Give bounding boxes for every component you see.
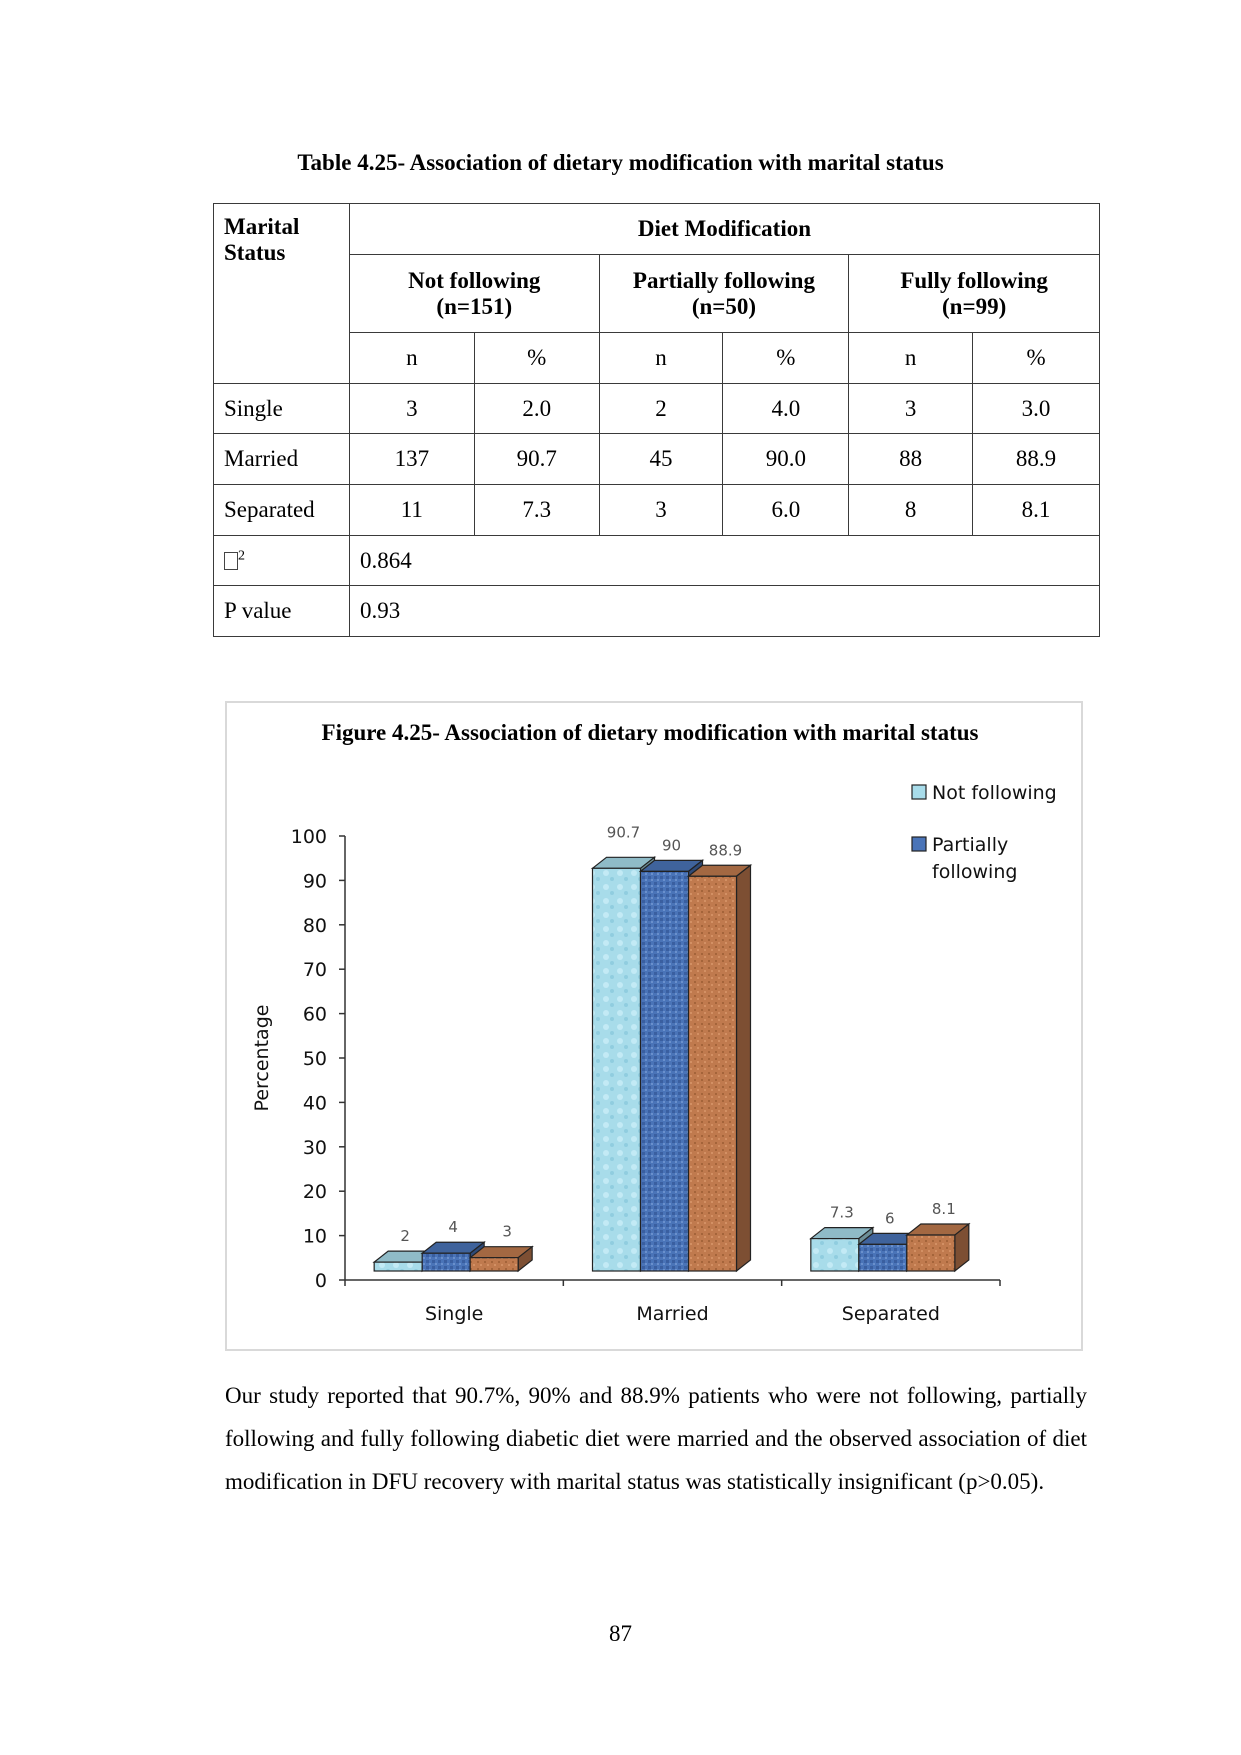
data-label: 8.1 xyxy=(931,1200,956,1219)
bar-side-face xyxy=(737,865,751,1271)
bar-front-face xyxy=(907,1235,955,1271)
legend-label: Partially following xyxy=(932,834,1018,883)
sub-header: % xyxy=(723,333,849,384)
sub-header: % xyxy=(474,333,599,384)
table-cell: 3 xyxy=(849,384,973,434)
data-label: 4 xyxy=(448,1218,458,1237)
body-paragraph: Our study reported that 90.7%, 90% and 88.9% patients who were not following, partially following and fully following diabetic diet were married and the observed association of diet modification in DFU recovery with marital status was statistically insignificant (p>0.05). xyxy=(225,1383,1087,1494)
y-tick-label: 10 xyxy=(302,1225,327,1248)
table-cell: 88 xyxy=(849,434,973,485)
y-tick-label: 90 xyxy=(302,870,327,893)
data-label: 7.3 xyxy=(829,1203,854,1222)
bar-front-face xyxy=(593,868,641,1271)
table-cell: 6.0 xyxy=(723,485,849,536)
bar-front-face xyxy=(811,1239,859,1271)
bar-front-face xyxy=(374,1262,422,1271)
x-tick-label: Single xyxy=(424,1303,484,1325)
y-tick-label: 0 xyxy=(314,1270,327,1292)
table-cell: 90.7 xyxy=(474,434,599,485)
table-cell: 137 xyxy=(349,434,474,485)
table-cell: 3.0 xyxy=(973,384,1100,434)
table-cell: 8.1 xyxy=(973,485,1100,536)
table-caption: Table 4.25- Association of dietary modification with marital status xyxy=(297,150,944,175)
row-label: Single xyxy=(214,384,350,434)
chi-square-label: 2 xyxy=(214,536,350,586)
row-label: Separated xyxy=(214,485,350,536)
table-cell: 7.3 xyxy=(474,485,599,536)
column-header-fully-following: Fully following (n=99) xyxy=(849,255,1100,333)
table-cell: 3 xyxy=(349,384,474,434)
y-tick-label: 70 xyxy=(302,959,327,982)
bar xyxy=(689,865,751,1271)
bar-front-face xyxy=(641,871,689,1271)
bar xyxy=(470,1247,532,1271)
table-cell: 4.0 xyxy=(723,384,849,434)
table-cell: 2.0 xyxy=(474,384,599,434)
y-tick-label: 60 xyxy=(302,1003,327,1026)
group-header: Diet Modification xyxy=(349,204,1099,255)
column-header-not-following: Not following (n=151) xyxy=(349,255,599,333)
legend-label: Not following xyxy=(932,782,1057,804)
sub-header: n xyxy=(849,333,973,384)
table-cell: 2 xyxy=(599,384,723,434)
data-label: 90.7 xyxy=(606,823,641,842)
legend-swatch xyxy=(912,837,926,851)
table-cell: 90.0 xyxy=(723,434,849,485)
data-label: 6 xyxy=(885,1209,895,1228)
bar-front-face xyxy=(689,876,737,1271)
y-tick-label: 20 xyxy=(302,1181,327,1204)
bar-front-face xyxy=(422,1253,470,1271)
data-label: 90 xyxy=(661,836,682,855)
data-label: 3 xyxy=(502,1222,512,1241)
data-label: 2 xyxy=(400,1227,410,1246)
y-tick-label: 80 xyxy=(302,914,327,937)
y-tick-label: 40 xyxy=(302,1092,327,1115)
sub-header: n xyxy=(599,333,723,384)
x-tick-label: Married xyxy=(636,1303,709,1325)
page-number: 87 xyxy=(609,1621,632,1646)
y-tick-label: 30 xyxy=(302,1136,327,1159)
table-cell: 45 xyxy=(599,434,723,485)
sub-header: n xyxy=(349,333,474,384)
x-tick-label: Separated xyxy=(841,1303,940,1325)
table-cell: 88.9 xyxy=(973,434,1100,485)
p-value: 0.93 xyxy=(349,586,1099,637)
y-axis-label: Percentage xyxy=(251,1004,273,1112)
sub-header: % xyxy=(973,333,1100,384)
table-cell: 8 xyxy=(849,485,973,536)
p-value-label: P value xyxy=(214,586,350,637)
chi-square-value: 0.864 xyxy=(349,536,1099,586)
table-cell: 11 xyxy=(349,485,474,536)
figure-caption: Figure 4.25- Association of dietary modification with marital status xyxy=(321,720,979,745)
y-tick-label: 100 xyxy=(290,826,327,848)
row-label: Married xyxy=(214,434,350,485)
bar xyxy=(907,1224,969,1271)
y-tick-label: 50 xyxy=(302,1048,327,1070)
row-header: Marital Status xyxy=(214,204,350,384)
column-header-partially-following: Partially following (n=50) xyxy=(599,255,849,333)
bar-front-face xyxy=(470,1258,518,1271)
data-label: 88.9 xyxy=(708,841,743,860)
legend-swatch xyxy=(912,785,926,799)
table-cell: 3 xyxy=(599,485,723,536)
bar-front-face xyxy=(859,1244,907,1271)
